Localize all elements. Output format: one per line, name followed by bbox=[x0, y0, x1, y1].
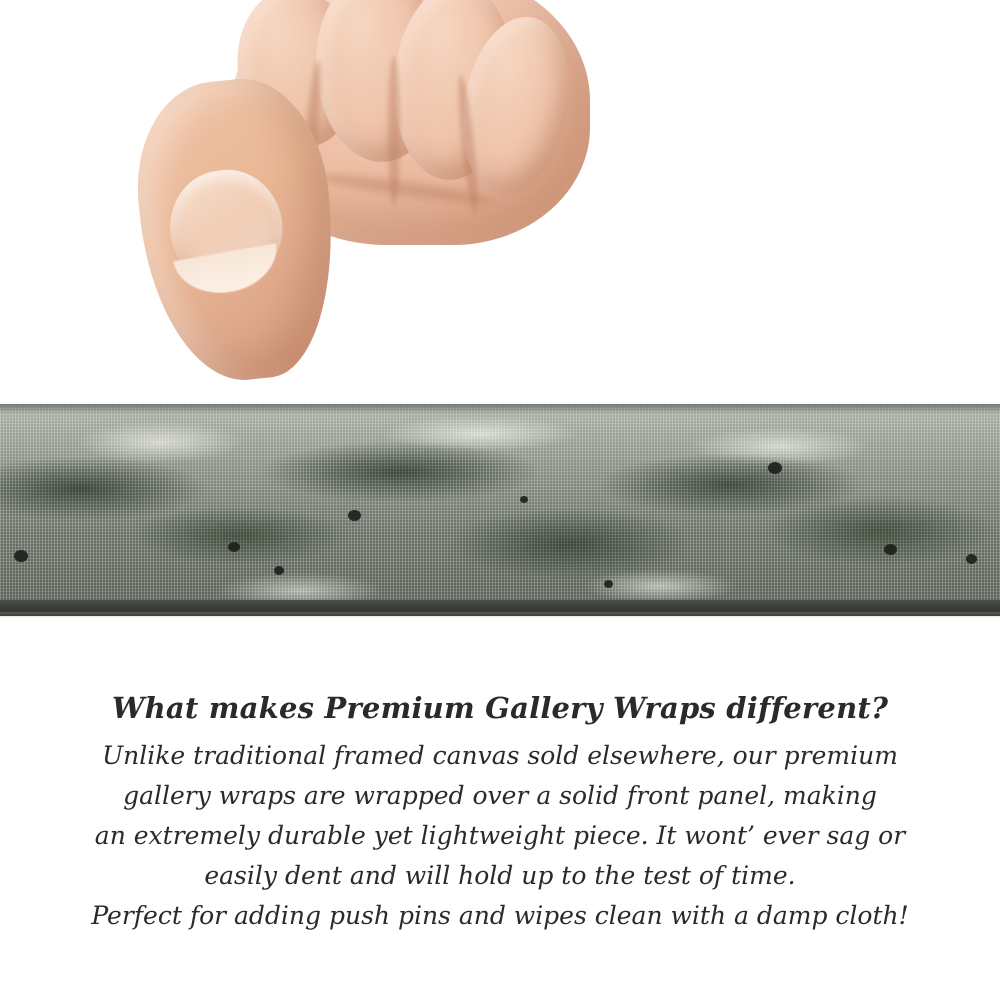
canvas-edge-strip bbox=[0, 404, 1000, 616]
caption-line: easily dent and will hold up to the test of time. bbox=[204, 861, 796, 891]
canvas-drop-shadow bbox=[0, 612, 1000, 618]
canvas-speck bbox=[348, 510, 361, 521]
canvas-speck bbox=[884, 544, 897, 555]
caption-line: Perfect for adding push pins and wipes clean with a damp cloth! bbox=[91, 901, 909, 931]
canvas-top-shadow bbox=[0, 404, 1000, 414]
canvas-speck bbox=[14, 550, 28, 562]
canvas-speck bbox=[966, 554, 977, 564]
canvas-speck bbox=[768, 462, 782, 474]
canvas-speck bbox=[274, 566, 284, 575]
canvas-speck bbox=[604, 580, 613, 588]
canvas-speck bbox=[520, 496, 528, 503]
caption-line: an extremely durable yet lightweight piece. It wont’ ever sag or bbox=[94, 821, 906, 851]
caption-line: Unlike traditional framed canvas sold elsewhere, our premium bbox=[102, 741, 898, 771]
caption-block bbox=[0, 690, 1000, 936]
canvas-speck bbox=[228, 542, 240, 552]
hand-illustration bbox=[120, 0, 590, 410]
caption-line: gallery wraps are wrapped over a solid front panel, making bbox=[123, 781, 877, 811]
canvas-weave-texture bbox=[0, 404, 1000, 616]
caption-headline: What makes Premium Gallery Wraps different? bbox=[111, 691, 889, 725]
